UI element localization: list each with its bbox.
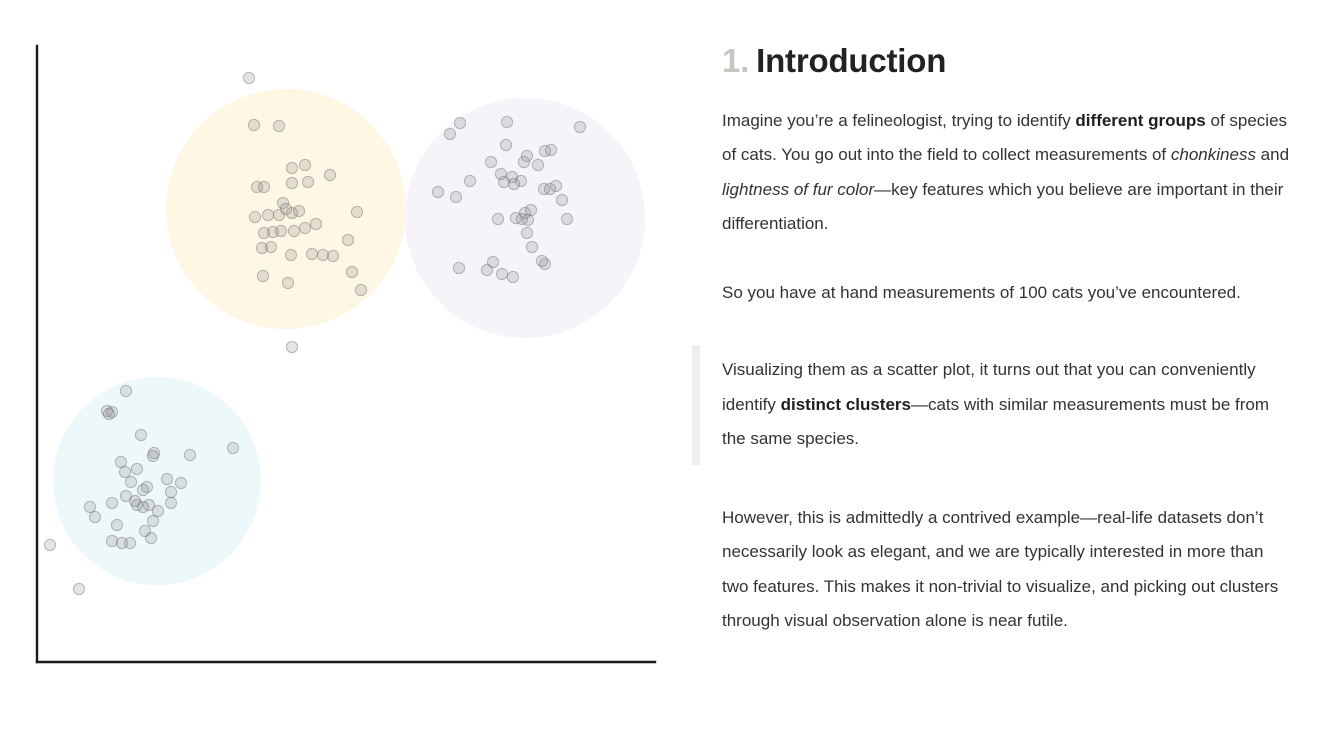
- data-point: [124, 537, 135, 548]
- text-run: —cats with similar measurements must be from the same species.: [722, 394, 1270, 449]
- section-heading-text: Introduction: [756, 42, 947, 79]
- data-point: [450, 191, 461, 202]
- data-point: [248, 119, 259, 130]
- data-point: [147, 515, 158, 526]
- paragraph-p1: [692, 104, 1290, 242]
- data-point: [536, 255, 547, 266]
- data-point: [317, 249, 328, 260]
- data-point: [351, 206, 362, 217]
- data-point: [556, 194, 567, 205]
- data-point: [137, 484, 148, 495]
- data-point: [453, 262, 464, 273]
- data-point: [485, 156, 496, 167]
- text-run: of species of cats. You go out into the field to collect measurements of: [722, 110, 1288, 165]
- data-point: [262, 209, 273, 220]
- data-point: [147, 450, 158, 461]
- data-point: [302, 176, 313, 187]
- text-run: —key features which you believe are important in their differentiation.: [722, 179, 1284, 234]
- data-point: [137, 501, 148, 512]
- data-point: [161, 473, 172, 484]
- text-run: Visualizing them as a scatter plot, it turns out that you can conveniently identify: [722, 360, 1256, 414]
- data-point: [299, 222, 310, 233]
- data-point: [84, 501, 95, 512]
- data-point: [125, 476, 136, 487]
- data-point: [285, 249, 296, 260]
- article-column: [692, 0, 1312, 754]
- data-point: [498, 176, 509, 187]
- page-title: [692, 0, 1312, 81]
- data-point: [145, 532, 156, 543]
- data-point: [507, 271, 518, 282]
- data-point: [510, 212, 521, 223]
- text-run: Imagine you’re a felineologist, trying to identify: [722, 110, 1076, 130]
- cluster-region-cyan-cluster: [53, 377, 261, 585]
- data-point: [526, 241, 537, 252]
- data-point: [518, 156, 529, 167]
- data-point: [492, 213, 503, 224]
- data-point: [165, 497, 176, 508]
- emphasis-italic: lightness of fur color: [722, 179, 875, 199]
- data-point: [106, 535, 117, 546]
- data-point: [265, 241, 276, 252]
- data-point: [574, 121, 585, 132]
- paragraph-p2: [692, 276, 1290, 311]
- data-point: [165, 486, 176, 497]
- data-point: [454, 117, 465, 128]
- data-point: [487, 256, 498, 267]
- data-point: [243, 72, 254, 83]
- text-run: So you have at hand measurements of 100 cats you’ve encountered.: [722, 282, 1241, 302]
- data-point: [327, 250, 338, 261]
- paragraph-p4: [692, 501, 1290, 639]
- section-number: 1.: [722, 42, 750, 79]
- data-point: [227, 442, 238, 453]
- data-point: [286, 341, 297, 352]
- data-point: [249, 211, 260, 222]
- data-point: [44, 539, 55, 550]
- data-point: [444, 128, 455, 139]
- data-point: [310, 218, 321, 229]
- text-run: and: [1255, 145, 1290, 165]
- data-point: [288, 225, 299, 236]
- callout-blockquote: [692, 345, 1312, 465]
- data-point: [525, 204, 536, 215]
- data-point: [432, 186, 443, 197]
- data-point: [175, 477, 186, 488]
- data-point: [286, 177, 297, 188]
- data-point: [544, 183, 555, 194]
- emphasis-bold: distinct clusters: [780, 394, 911, 414]
- data-point: [324, 169, 335, 180]
- data-point: [106, 497, 117, 508]
- data-point: [521, 227, 532, 238]
- data-point: [286, 162, 297, 173]
- data-point: [496, 268, 507, 279]
- emphasis-italic: chonkiness: [1170, 145, 1256, 165]
- data-point: [73, 583, 84, 594]
- data-point: [258, 181, 269, 192]
- data-point: [280, 203, 291, 214]
- data-point: [342, 234, 353, 245]
- data-point: [131, 463, 142, 474]
- data-point: [561, 213, 572, 224]
- data-point: [464, 175, 475, 186]
- data-point: [275, 225, 286, 236]
- data-point: [184, 449, 195, 460]
- data-point: [103, 408, 114, 419]
- data-point: [273, 120, 284, 131]
- data-point: [501, 116, 512, 127]
- data-point: [89, 511, 100, 522]
- data-point: [111, 519, 122, 530]
- text-run: However, this is admittedly a contrived example—real-life datasets don’t necessarily look as elegant, and we are typically interested in more than two features. This makes it non-trivial to visualize, and picking out clusters through visual observation alone is near futile.: [722, 507, 1279, 631]
- data-point: [355, 284, 366, 295]
- article-body: [692, 104, 1312, 639]
- data-point: [522, 214, 533, 225]
- data-point: [282, 277, 293, 288]
- data-point: [257, 270, 268, 281]
- emphasis-bold: different groups: [1075, 110, 1206, 130]
- data-point: [508, 178, 519, 189]
- data-point: [152, 505, 163, 516]
- paragraph-p3: [700, 345, 1290, 465]
- data-point: [119, 466, 130, 477]
- data-point: [299, 159, 310, 170]
- data-point: [135, 429, 146, 440]
- data-point: [545, 144, 556, 155]
- data-point: [306, 248, 317, 259]
- data-point: [346, 266, 357, 277]
- data-point: [293, 205, 304, 216]
- data-point: [500, 139, 511, 150]
- data-point: [120, 385, 131, 396]
- data-point: [532, 159, 543, 170]
